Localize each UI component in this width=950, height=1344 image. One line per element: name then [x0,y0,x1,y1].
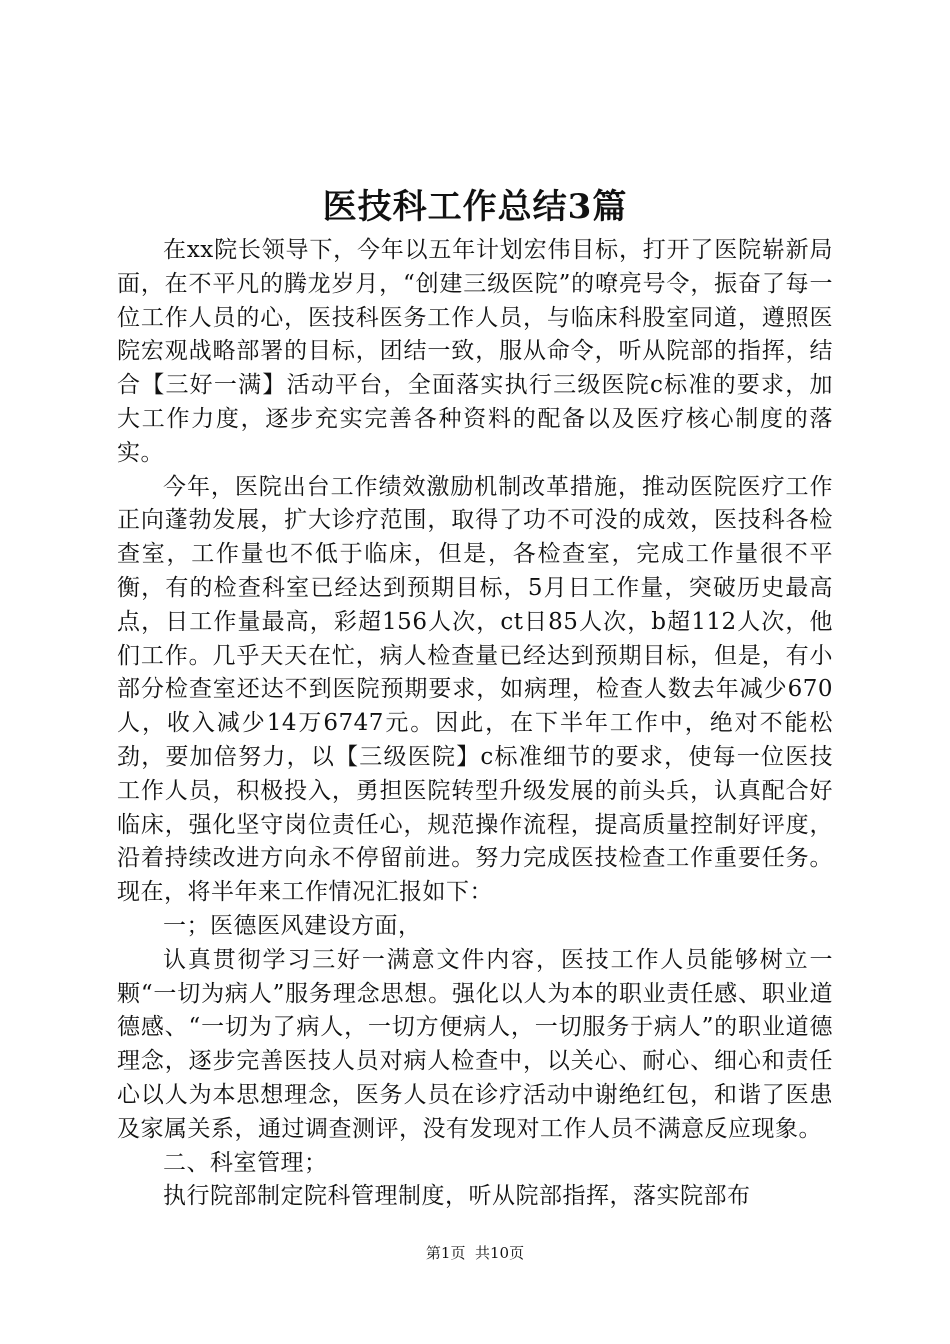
page-total: 共10页 [475,1244,525,1262]
paragraph-ethics: 认真贯彻学习三好一满意文件内容，医技工作人员能够树立一颗“一切为病人”服务理念思想。强化以人为本的职业责任感、职业道德感、“一切为了病人，一切方便病人，一切服务于病人”的职业道德理念，逐步完善医技人员对病人检查中，以关心、耐心、细心和责任心以人为本思想理念，医务人员在诊疗活动中谢绝红包，和谐了医患及家属关系，通过调查测评，没有发现对工作人员不满意反应现象。 [117,946,833,1142]
paragraph-management: 执行院部制定院科管理制度，听从院部指挥，落实院部布 [163,1183,751,1210]
page-footer [0,1243,950,1263]
section-heading-ethics: 一；医德医风建设方面， [163,912,422,939]
paragraph-intro: 在xx院长领导下，今年以五年计划宏伟目标，打开了医院崭新局面，在不平凡的腾龙岁月，“创建三级医院”的嘹亮号令，振奋了每一位工作人员的心，医技科医务工作人员，与临床科股室同道，遵照医院宏观战略部署的目标，团结一致，服从命令，听从院部的指挥，结合【三好一满】活动平台，全面落实执行三级医院c标准的要求，加大工作力度，逐步充实完善各种资料的配备以及医疗核心制度的落实。 [117,237,833,466]
section-heading-management: 二、科室管理； [163,1149,328,1176]
paragraph-workload: 今年，医院出台工作绩效激励机制改革措施，推动医院医疗工作正向蓬勃发展，扩大诊疗范围，取得了功不可没的成效，医技科各检查室，工作量也不低于临床，但是，各检查室，完成工作量很不平衡，有的检查科室已经达到预期目标，5月日工作量，突破历史最高点，日工作量最高，彩超156人次，ct日85人次，b超112人次，他们工作。几乎天天在忙，病人检查量已经达到预期目标，但是，有小部分检查室还达不到医院预期要求，如病理，检查人数去年减少670人，收入减少14万6747元。因此，在下半年工作中，绝对不能松劲，要加倍努力，以【三级医院】c标准细节的要求，使每一位医技工作人员，积极投入，勇担医院转型升级发展的前头兵，认真配合好临床，强化坚守岗位责任心，规范操作流程，提高质量控制好评度，沿着持续改进方向永不停留前进。努力完成医技检查工作重要任务。现在，将半年来工作情况汇报如下： [117,473,833,906]
page-number: 第1页 [425,1244,466,1262]
document-title: 医技科工作总结3篇 [322,187,628,227]
document-body [117,234,833,1214]
